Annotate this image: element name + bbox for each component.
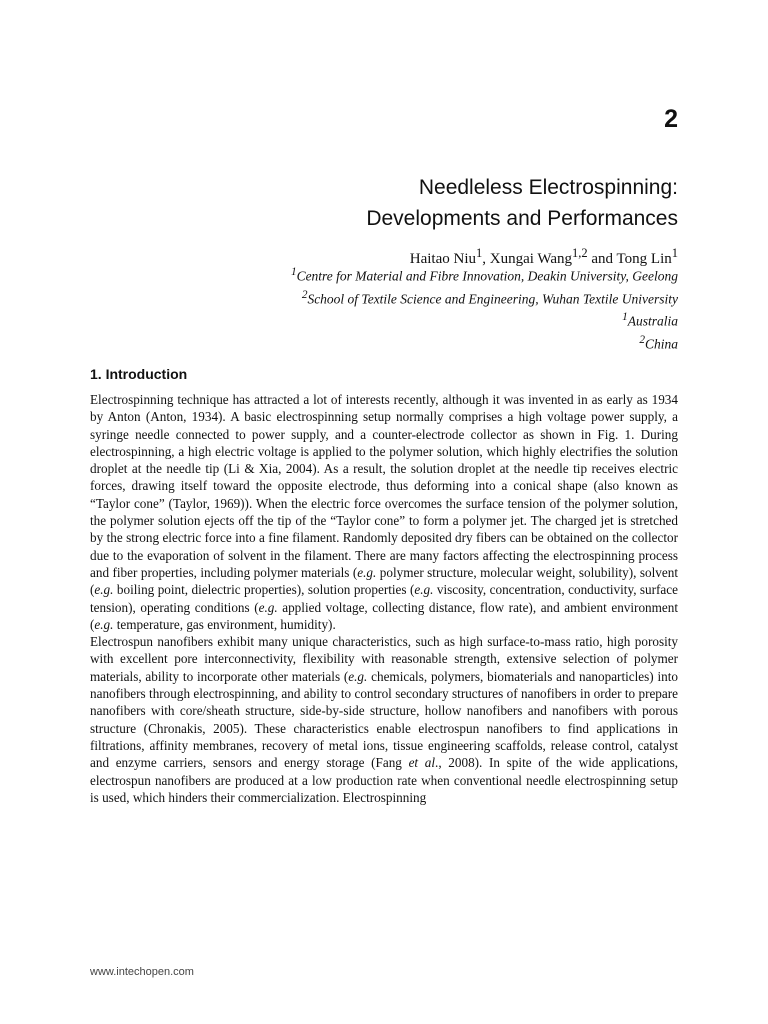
italic-et-al: et al bbox=[408, 755, 436, 771]
italic-eg: e.g. bbox=[258, 599, 278, 615]
italic-eg: e.g. bbox=[414, 582, 434, 598]
paragraph-text: polymer structure, molecular weight, solubility), solvent ( bbox=[90, 564, 678, 598]
author-list: Haitao Niu$^1$, Xungai Wang$^{1,2}$ and Tong Lin$^1$ bbox=[409, 246, 678, 267]
affiliation-line bbox=[291, 331, 678, 354]
paragraph-1 bbox=[90, 391, 678, 633]
body-text bbox=[90, 391, 678, 806]
affiliation-marker: 1 bbox=[622, 311, 628, 323]
affiliation-marker: 1 bbox=[290, 266, 297, 278]
italic-eg: e.g. bbox=[94, 582, 114, 598]
italic-eg: e.g. bbox=[348, 668, 368, 684]
affiliation-text: Centre for Material and Fibre Innovation, Deakin University, Geelong bbox=[296, 268, 678, 284]
author-affiliation-marker: 1 bbox=[671, 246, 678, 260]
author-conjunction: and bbox=[591, 251, 614, 267]
section-heading: 1. Introduction bbox=[90, 366, 188, 382]
paragraph-text: ., 2008). In spite of the wide applications, electrospun nanofibers are produced at a low production rate when conventional needle electrospinning setup is used, which hinders their commercialization. Electrospinning bbox=[90, 755, 678, 805]
paragraph-text: chemicals, polymers, biomaterials and nanoparticles) into nanofibers through electrospinning, and ability to control secondary structures of nanofibers in order to prepare nanofibers with core/sheath structure, side-by-side structure, hollow nanofibers and nanofibers with porous structure (Chronakis, 2005). These characteristics enable electrospun nanofibers to find applications in filtrations, affinity membranes, recovery of metal ions, tissue engineering scaffolds, release control, catalyst and enzyme carriers, sensors and energy storage (Fang bbox=[90, 668, 678, 771]
italic-eg: e.g. bbox=[357, 564, 377, 580]
author-name: Xungai Wang bbox=[489, 251, 573, 267]
affiliation-line bbox=[291, 286, 678, 309]
chapter-number: 2 bbox=[664, 105, 678, 133]
affiliation-marker: 2 bbox=[639, 333, 645, 346]
paragraph-text: boiling point, dielectric properties), solution properties ( bbox=[113, 582, 415, 598]
author-name: Haitao Niu bbox=[409, 251, 476, 267]
affiliation-list bbox=[291, 263, 678, 353]
chapter-title-line-2: Developments and Performances bbox=[366, 207, 678, 230]
paragraph-text: applied voltage, collecting distance, flow rate), and ambient environment ( bbox=[90, 599, 678, 632]
paragraph-text: viscosity, concentration, conductivity, surface tension), operating conditions ( bbox=[90, 582, 678, 615]
paragraph-text: Electrospun nanofibers exhibit many unique characteristics, such as high surface-to-mass ratio, high porosity with excellent pore interconnectivity, flexibility with reasonable strength, extensive selection of polymer materials, ability to incorporate other materials ( bbox=[90, 634, 678, 684]
affiliation-marker: 2 bbox=[301, 288, 308, 301]
affiliation-text: School of Textile Science and Engineering, Wuhan Textile University bbox=[307, 291, 678, 306]
chapter-title bbox=[366, 172, 678, 234]
footer-url: www.intechopen.com bbox=[90, 966, 194, 978]
author-affiliation-marker: 1 bbox=[476, 246, 483, 260]
affiliation-line bbox=[291, 308, 678, 331]
affiliation-line bbox=[291, 263, 678, 286]
paragraph-2 bbox=[90, 633, 678, 806]
affiliation-text: China bbox=[644, 336, 678, 351]
paragraph-text: temperature, gas environment, humidity). bbox=[113, 616, 336, 632]
affiliation-text: Australia bbox=[627, 313, 678, 329]
author-name: Tong Lin bbox=[616, 251, 672, 267]
paragraph-text: Electrospinning technique has attracted a lot of interests recently, although it was invented in as early as 1934 by Anton (Anton, 1934). A basic electrospinning setup normally comprises a high voltage power supply, a syringe needle connected to power supply, and a counter-electrode collector as shown in Fig. 1. During electrospinning, a high electric voltage is applied to the polymer solution, which highly electrifies the solution droplet at the needle tip (Li & Xia, 2004). As a result, the solution droplet at the needle tip receives electric forces, drawing itself toward the opposite electrode, thus deforming into a conical shape (also known as “Taylor cone” (Taylor, 1969)). When the electric force overcomes the surface tension of the polymer solution, the polymer solution ejects off the tip of the “Taylor cone” to form a polymer jet. The charged jet is stretched by the strong electric force into a fine filament. Randomly deposited dry fibers can be obtained on the collector due to the evaporation of solvent in the filament. There are many factors affecting the electrospinning process and fiber properties, including polymer materials ( bbox=[90, 392, 678, 580]
author-affiliation-marker: 1,2 bbox=[572, 246, 588, 260]
chapter-title-line-1: Needleless Electrospinning: bbox=[418, 176, 678, 199]
italic-eg: e.g. bbox=[94, 616, 114, 632]
